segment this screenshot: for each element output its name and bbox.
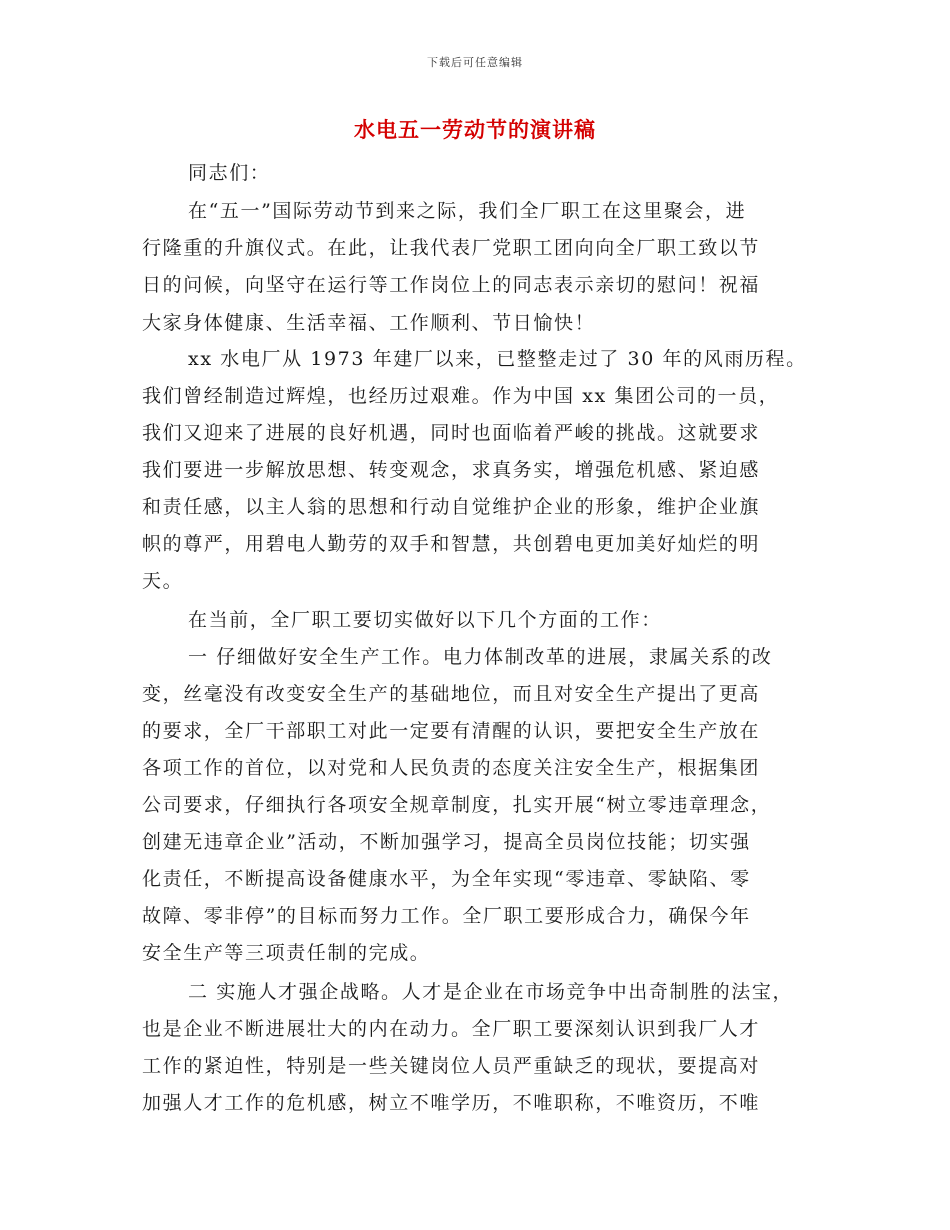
body-line: 工作的紧迫性，特别是一些关键岗位人员严重缺乏的现状，要提高对 — [142, 1055, 761, 1077]
body-line: 一 仔细做好安全生产工作。电力体制改革的进展，隶属关系的改 — [188, 646, 773, 668]
header-note: 下载后可任意编辑 — [427, 56, 523, 69]
body-line: 安全生产等三项责任制的完成。 — [142, 942, 431, 964]
body-line: 大家身体健康、生活幸福、工作顺利、节日愉快！ — [142, 312, 596, 334]
body-line: 在当前，全厂职工要切实做好以下几个方面的工作： — [188, 609, 662, 631]
body-line: 的要求，全厂干部职工对此一定要有清醒的认识，要把安全生产放在 — [142, 720, 761, 742]
body-line: 加强人才工作的危机感，树立不唯学历，不唯职称，不唯资历，不唯 — [142, 1092, 761, 1114]
body-line: xx 水电厂从 1973 年建厂以来，已整整走过了 30 年的风雨历程。 — [188, 348, 807, 370]
body-line: 创建无违章企业”活动，不断加强学习，提高全员岗位技能；切实强 — [142, 831, 751, 853]
body-line: 我们又迎来了进展的良好机遇，同时也面临着严峻的挑战。这就要求 — [142, 422, 761, 444]
salutation-line: 同志们： — [188, 162, 271, 184]
body-line: 也是企业不断进展壮大的内在动力。全厂职工要深刻认识到我厂人才 — [142, 1018, 761, 1040]
body-line: 各项工作的首位，以对党和人民负责的态度关注安全生产，根据集团 — [142, 757, 761, 779]
body-line: 变，丝毫没有改变安全生产的基础地位，而且对安全生产提出了更高 — [142, 683, 761, 705]
body-line: 我们要进一步解放思想、转变观念，求真务实，增强危机感、紧迫感 — [142, 459, 761, 481]
body-line: 我们曾经制造过辉煌，也经历过艰难。作为中国 xx 集团公司的一员， — [142, 385, 780, 407]
body-line: 帜的尊严，用碧电人勤劳的双手和智慧，共创碧电更加美好灿烂的明 — [142, 533, 761, 555]
document-title: 水电五一劳动节的演讲稿 — [354, 117, 596, 142]
body-line: 日的问候，向坚守在运行等工作岗位上的同志表示亲切的慰问！祝福 — [142, 274, 761, 296]
body-line: 在“五一”国际劳动节到来之际，我们全厂职工在这里聚会，进 — [188, 200, 747, 222]
body-line: 化责任，不断提高设备健康水平，为全年实现“零违章、零缺陷、零 — [142, 868, 751, 890]
body-line: 行隆重的升旗仪式。在此，让我代表厂党职工团向向全厂职工致以节 — [142, 237, 761, 259]
body-line: 故障、零非停”的目标而努力工作。全厂职工要形成合力，确保今年 — [142, 905, 751, 927]
body-line: 天。 — [142, 570, 184, 592]
body-line: 和责任感，以主人翁的思想和行动自觉维护企业的形象，维护企业旗 — [142, 496, 761, 518]
body-line: 二 实施人才强企战略。人才是企业在市场竞争中出奇制胜的法宝， — [188, 981, 794, 1003]
body-line: 公司要求，仔细执行各项安全规章制度，扎实开展“树立零违章理念， — [142, 794, 772, 816]
